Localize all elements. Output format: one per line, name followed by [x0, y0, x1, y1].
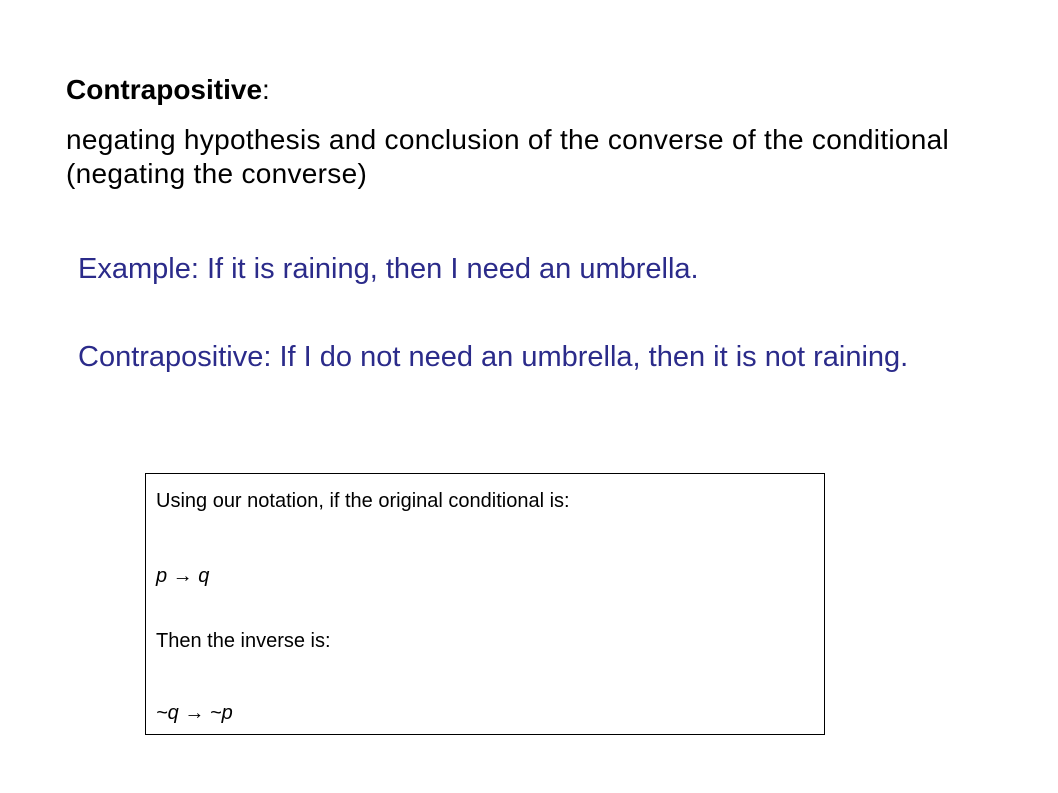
- heading-colon: :: [262, 74, 270, 105]
- contrapositive-example-text: Contrapositive: If I do not need an umbrella, then it is not raining.: [78, 341, 909, 373]
- section-heading: [66, 73, 270, 107]
- inverse-statement: ~q → ~p: [156, 702, 233, 724]
- definition-text: negating hypothesis and conclusion of the converse of the conditional (negating the converse): [66, 124, 950, 189]
- original-conditional: p → q: [156, 565, 210, 587]
- heading-term: Contrapositive: [66, 74, 263, 105]
- notation-intro: Using our notation, if the original conditional is:: [156, 490, 570, 512]
- example-text: Example: If it is raining, then I need an umbrella.: [78, 253, 699, 285]
- notation-box: [145, 473, 825, 735]
- inverse-intro: Then the inverse is:: [156, 630, 331, 652]
